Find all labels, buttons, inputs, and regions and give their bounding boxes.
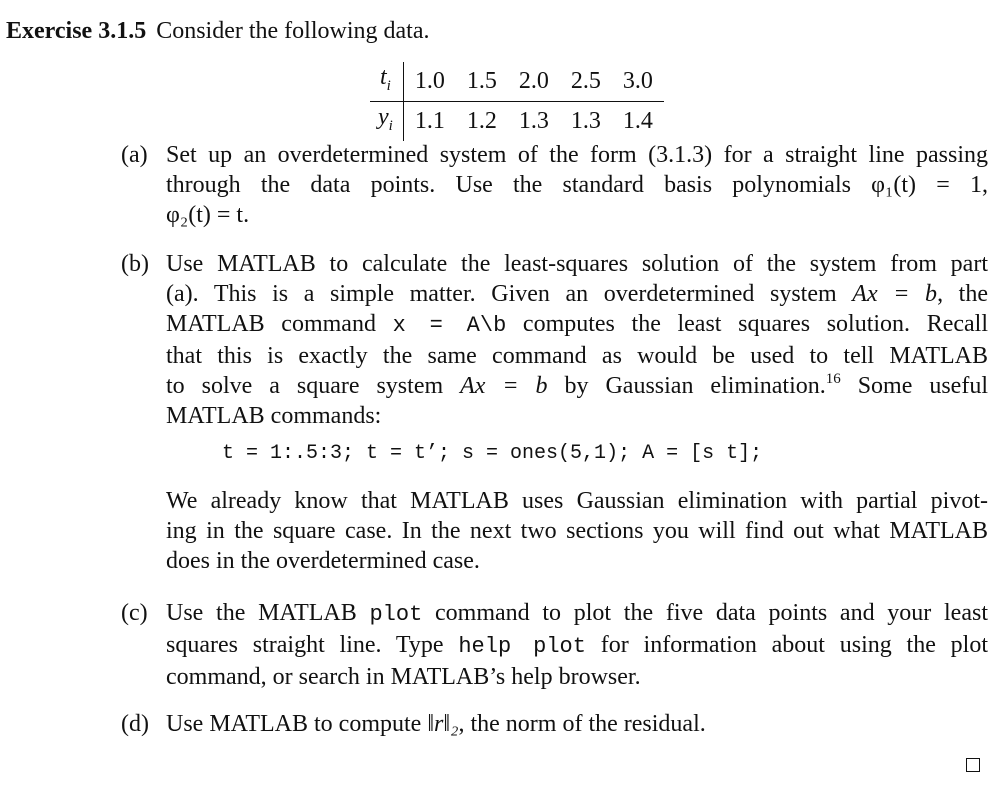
data-table [370,62,664,141]
table-cell: 2.0 [508,62,560,101]
table-cell: 3.0 [612,62,664,101]
part-b-paragraph [166,486,988,576]
part-a-label: (a) [121,142,148,168]
table-cell: 1.1 [414,108,445,135]
text-line: does in the overdetermined case. [166,548,480,574]
text-line: through the data points. Use the standard basis polynomials φ₁(t) = 1, [166,172,988,198]
text-line: Use MATLAB to calculate the least-squares solution of the system from part [166,251,988,277]
exercise-label: Exercise 3.1.5 [6,18,147,44]
table-row-y [370,101,664,140]
table-cell: 1.3 [570,108,601,135]
part-a-body [166,140,988,230]
exercise-intro: Consider the following data. [156,18,430,44]
inline-code: help plot [458,634,586,659]
part-d-body [166,709,988,739]
math-norm: ‖r‖₂ [427,711,459,737]
text-line: MATLAB command x = A\b computes the least squares solution. Recall [166,311,988,338]
exercise-header [6,18,429,45]
part-d-label: (d) [121,711,149,737]
footnote-marker: 16 [825,371,841,387]
text-line: We already know that MATLAB uses Gaussian elimination with partial pivot- [166,488,988,514]
table-cell: 1.2 [466,108,497,135]
text-line: that this is exactly the same command as would be used to tell MATLAB [166,343,988,369]
part-c-label: (c) [121,600,148,626]
table-cell: 1.3 [518,108,549,135]
text-line: command, or search in MATLAB’s help browser. [166,664,641,690]
part-b-body [166,249,988,431]
qed-box-icon [966,758,980,772]
table-cell: 2.5 [560,62,612,101]
text-line: Use the MATLAB plot command to plot the five data points and your least [166,600,988,627]
table-row-header-t: $t_i$ [370,62,403,101]
part-b-label: (b) [121,251,149,277]
text-line: Use MATLAB to compute ‖r‖₂, the norm of the residual. [166,711,706,737]
inline-code: x = A\b [392,313,507,338]
table-cell: 1.4 [622,108,653,135]
part-c-body [166,598,988,692]
text-line: ing in the square case. In the next two sections you will find out what MATLAB [166,518,988,544]
text-line: Set up an overdetermined system of the form (3.1.3) for a straight line passing [166,142,988,168]
table-row-header-y: $y_i$ [370,101,403,140]
math-axb: Ax = b [460,373,548,399]
table-cell: 1.5 [456,62,508,101]
table-row-t [370,62,664,101]
inline-code: plot [369,602,423,627]
text-line: (a). This is a simple matter. Given an overdetermined system Ax = b, the [166,281,989,307]
text-line: to solve a square system Ax = b by Gaussian elimination.$^{16}$ Some useful [166,371,988,399]
text-line: MATLAB commands: [166,403,382,429]
math-axb: Ax = b [852,281,938,307]
table-cell: 1.0 [403,62,456,101]
text-line: φ₂(t) = t. [166,202,250,228]
text-line: squares straight line. Type help plot for information about using the plot [166,632,989,659]
code-block: t = 1:.5:3; t = t’; s = ones(5,1); A = [s t]; [222,442,763,465]
